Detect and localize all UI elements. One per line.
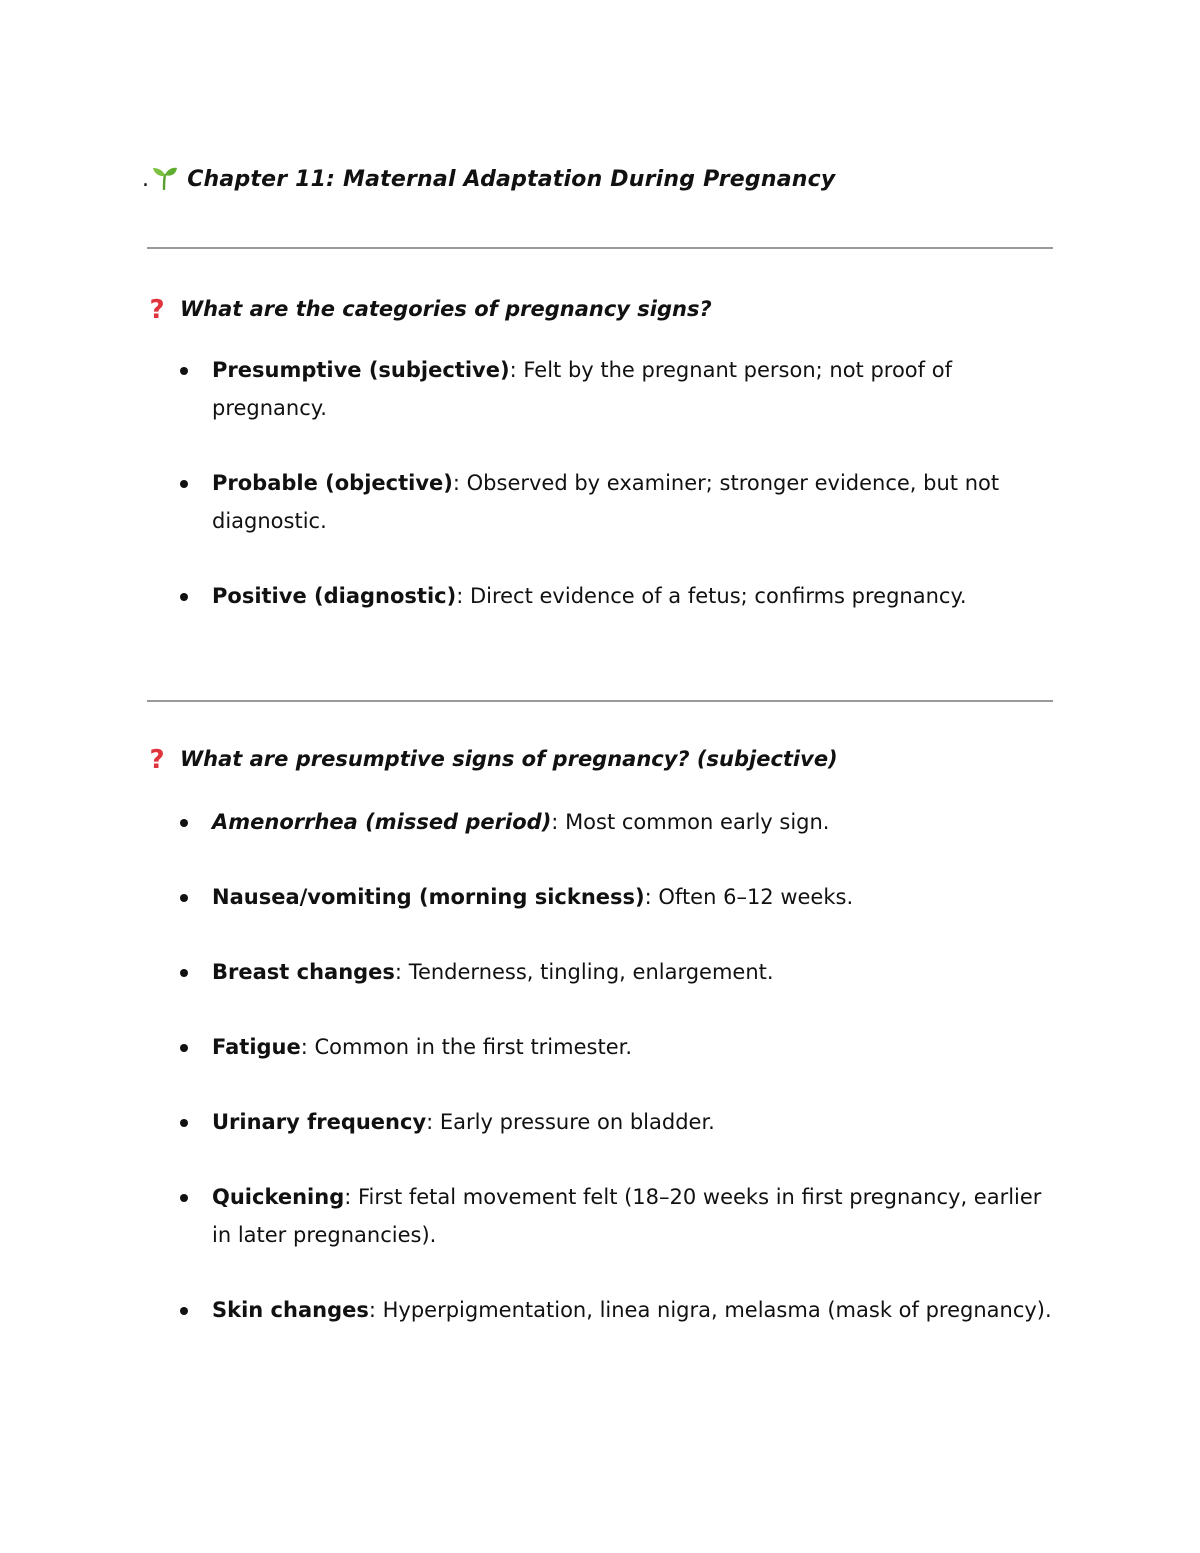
item-description: Observed by examiner; stronger evidence, but not diagnostic.	[212, 471, 1000, 533]
signs-category-list	[180, 351, 1060, 615]
item-description: Direct evidence of a fetus; confirms pregnancy.	[469, 584, 967, 608]
bullet-icon	[180, 969, 188, 977]
question-text: What are the categories of pregnancy signs?	[180, 297, 712, 321]
item-separator: :	[344, 1185, 358, 1209]
bullet-icon	[180, 593, 188, 601]
item-description: Hyperpigmentation, linea nigra, melasma (mask of pregnancy).	[382, 1298, 1052, 1322]
list-item	[180, 464, 1060, 540]
bullet-icon	[180, 819, 188, 827]
bullet-icon	[180, 894, 188, 902]
item-term: Breast changes	[212, 960, 395, 984]
item-description: Most common early sign.	[565, 810, 830, 834]
bullet-icon	[180, 367, 188, 375]
item-term: Skin changes	[212, 1298, 369, 1322]
item-term: Amenorrhea (missed period)	[212, 810, 552, 834]
list-item	[180, 577, 1060, 615]
list-item	[180, 351, 1060, 427]
title-prefix: .	[142, 167, 150, 192]
item-description: Early pressure on bladder.	[439, 1110, 715, 1134]
item-term: Nausea/vomiting (morning sickness)	[212, 885, 645, 909]
item-term: Fatigue	[212, 1035, 301, 1059]
divider	[147, 700, 1053, 702]
item-term: Quickening	[212, 1185, 345, 1209]
bullet-icon	[180, 1307, 188, 1315]
item-term: Urinary frequency	[212, 1110, 427, 1134]
question-text: What are presumptive signs of pregnancy? (subjective)	[180, 747, 838, 771]
list-item	[180, 1291, 1060, 1329]
item-separator: :	[456, 584, 470, 608]
section-question	[144, 745, 838, 775]
item-separator: :	[551, 810, 566, 834]
title-text: Chapter 11: Maternal Adaptation During Pregnancy	[187, 167, 836, 192]
list-item	[180, 1178, 1060, 1254]
list-item	[180, 953, 1060, 991]
divider	[147, 247, 1053, 249]
bullet-icon	[180, 1194, 188, 1202]
item-term: Presumptive (subjective)	[212, 358, 510, 382]
section-question	[144, 295, 712, 325]
bullet-icon	[180, 480, 188, 488]
sprout-icon	[149, 166, 179, 190]
item-separator: :	[644, 885, 659, 909]
item-separator: :	[426, 1110, 440, 1134]
list-item	[180, 1103, 1060, 1141]
bullet-icon	[180, 1044, 188, 1052]
item-separator: :	[452, 471, 467, 495]
item-separator: :	[509, 358, 524, 382]
item-separator: :	[368, 1298, 383, 1322]
page-title	[142, 166, 835, 192]
list-item	[180, 1028, 1060, 1066]
list-item	[180, 803, 1060, 841]
item-description: First fetal movement felt (18–20 weeks in first pregnancy, earlier in later pregnancies).	[212, 1185, 1042, 1247]
question-mark-icon: ?	[149, 295, 165, 325]
item-description: Often 6–12 weeks.	[658, 885, 854, 909]
bullet-icon	[180, 1119, 188, 1127]
item-term: Probable (objective)	[212, 471, 453, 495]
item-description: Tenderness, tingling, enlargement.	[408, 960, 774, 984]
list-item	[180, 878, 1060, 916]
item-separator: :	[394, 960, 409, 984]
item-separator: :	[300, 1035, 315, 1059]
item-description: Common in the first trimester.	[314, 1035, 632, 1059]
item-description: Felt by the pregnant person; not proof of pregnancy.	[212, 358, 952, 420]
question-mark-icon: ?	[149, 745, 165, 775]
presumptive-signs-list	[180, 803, 1060, 1329]
item-term: Positive (diagnostic)	[212, 584, 457, 608]
